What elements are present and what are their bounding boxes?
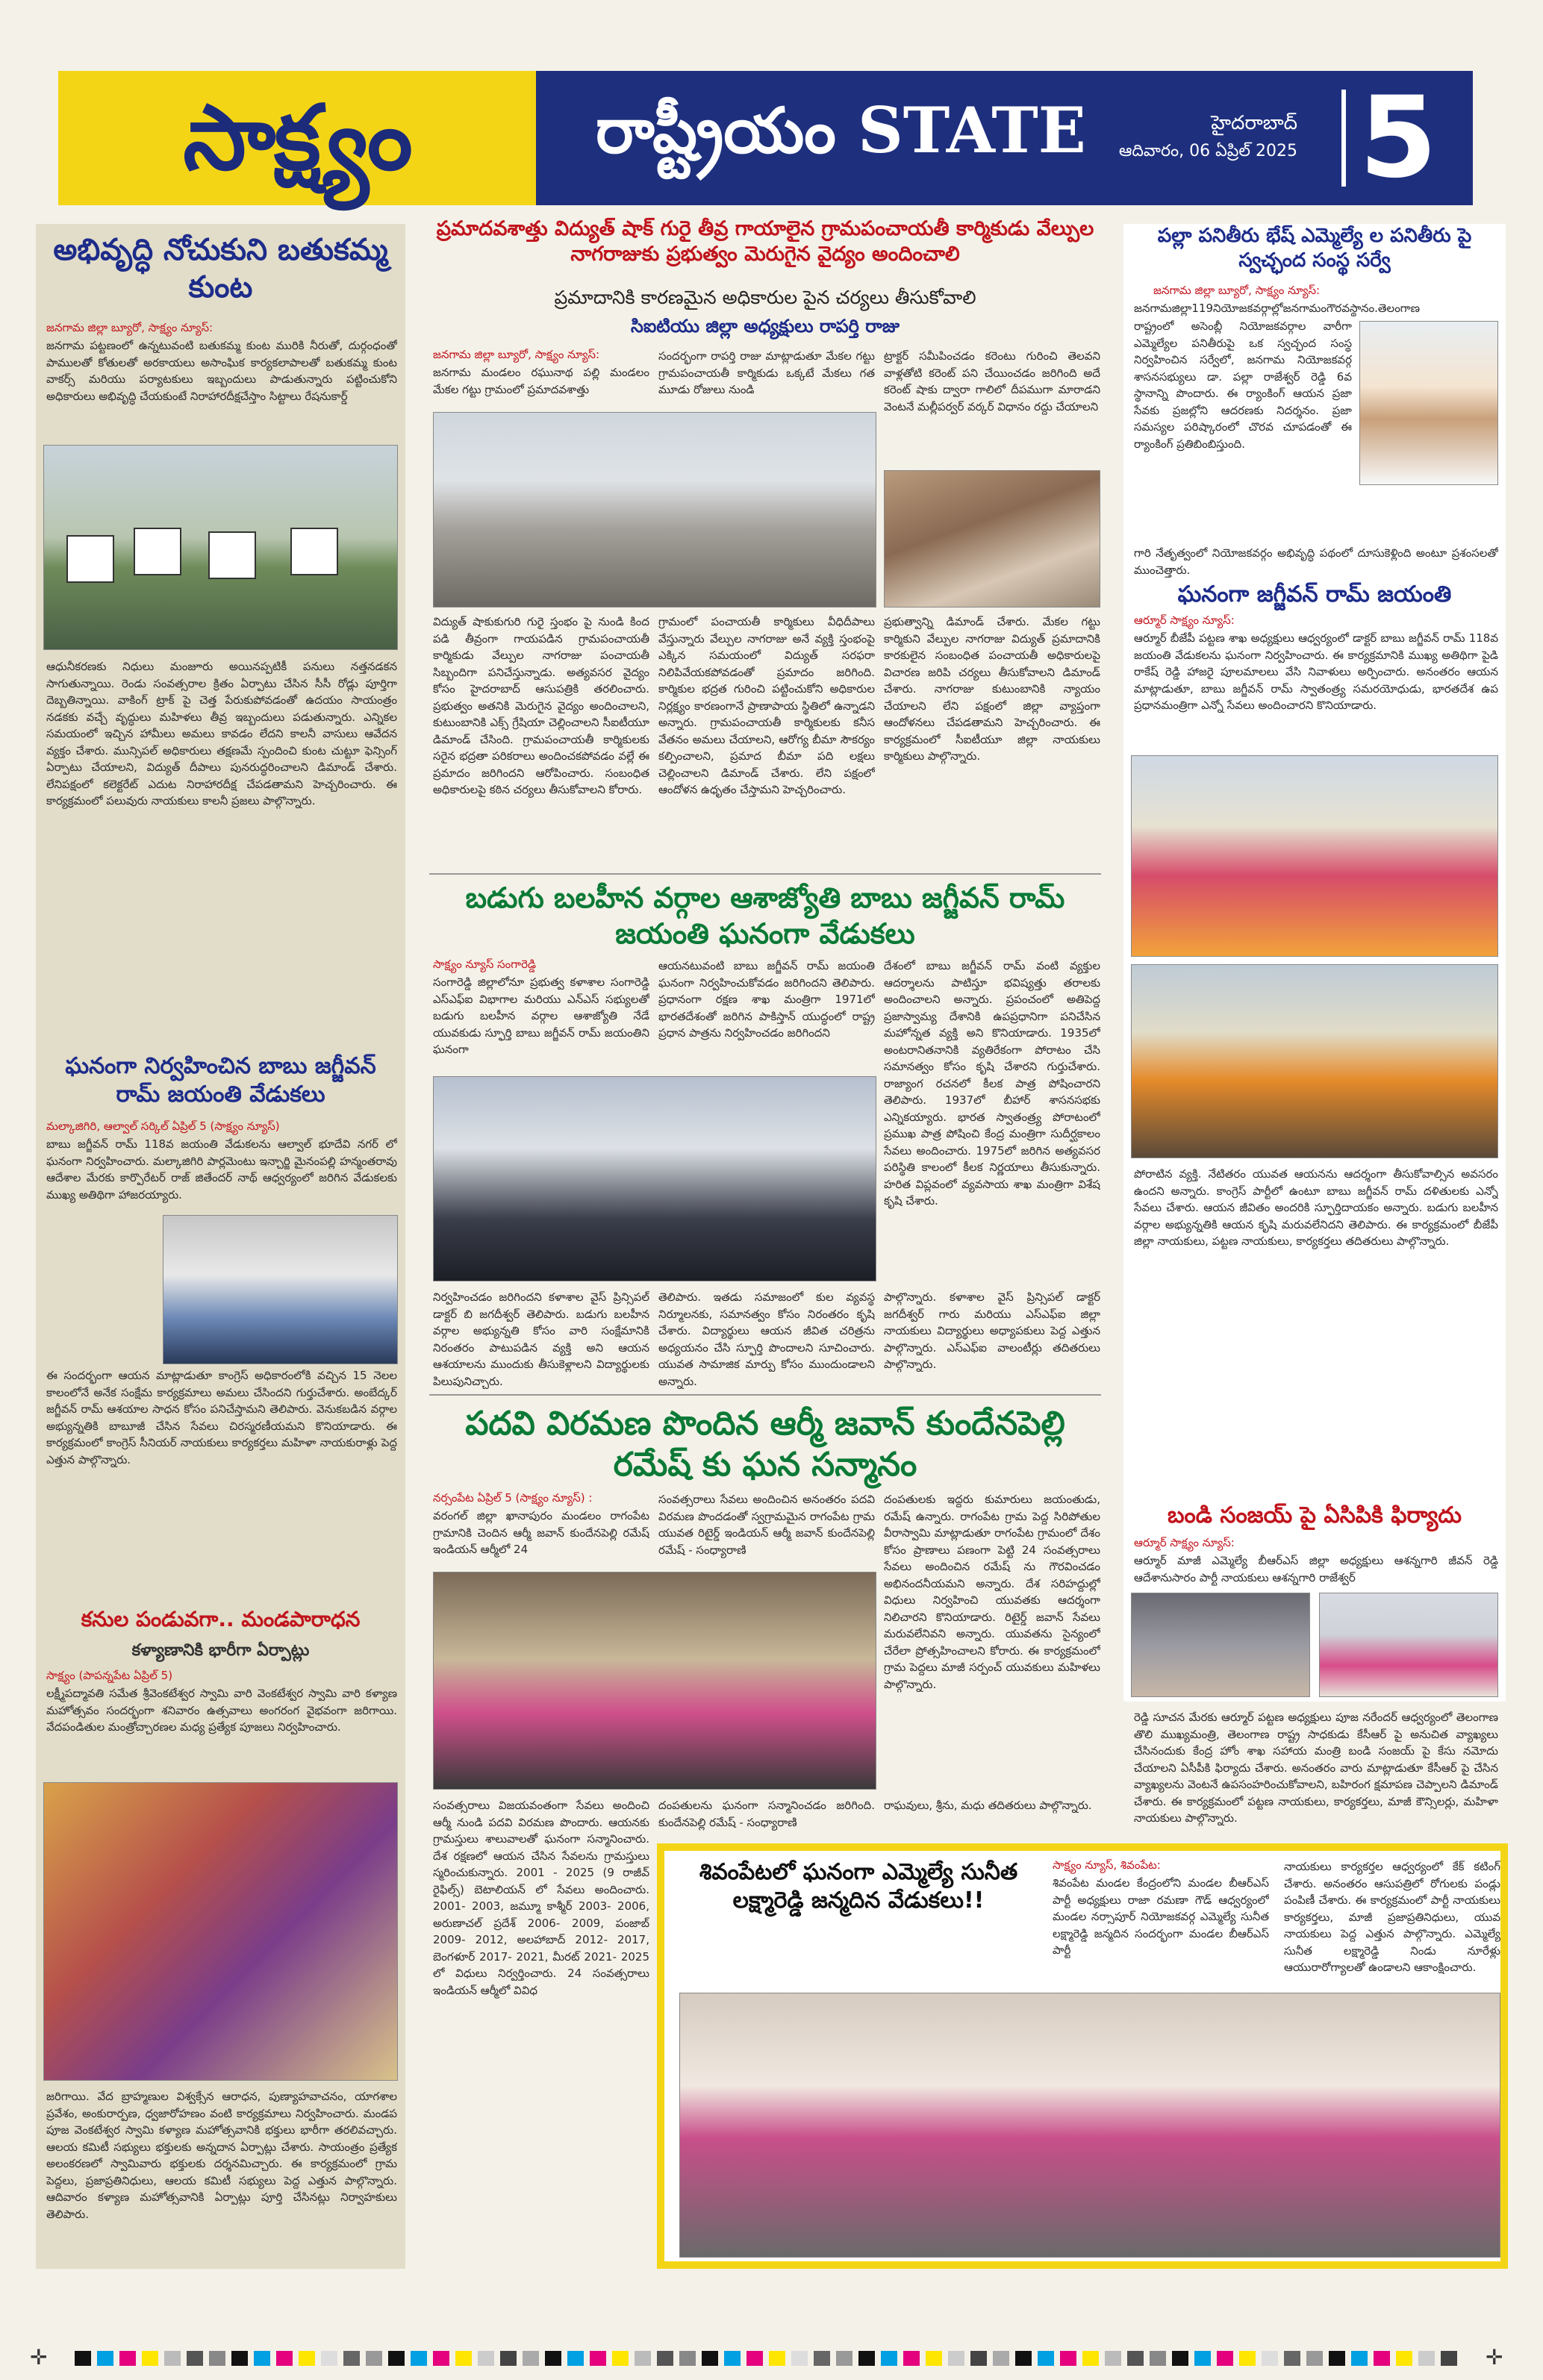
headline: బడుగు బలహీన వర్గాల ఆశాజ్యోతి బాబు జగ్జీవన్ రామ్ జయంతి ఘనంగా వేడుకలు xyxy=(465,881,1065,950)
felicitation-photo xyxy=(433,1572,876,1790)
right-column xyxy=(1123,224,1506,1702)
story-body-continued: పోరాటిన వ్యక్తి. నేటితరం యువత ఆయనను ఆదర్శంగా తీసుకోవాల్సిన అవసరం ఉందని అన్నారు. కాంగ్రెస్ పార్టీలో ఉంటూ బాబు జగ్జీవన్ రామ్ దళితులకు ఎన్నో సేవలు చేశారు. ఆయన జీవితం అందరికి స్ఫూర్తిదాయకం అన్నారు. బడుగు బలహీన వర్గాల అభ్యున్నతికి ఆయన కృషి మరువలేనిదని తెలిపారు. ఈ కార్యక్రమంలో బీజేపీ జిల్లా నాయకులు, పట్టణ నాయకులు, కార్యకర్తలు తదితరులు పాల్గొన్నారు. xyxy=(1134,1167,1498,1248)
registration-strip xyxy=(30,2345,1515,2370)
story-column: నిర్వహించడం జరిగిందని కళాశాల వైస్ ప్రిన్సిపల్ డాక్టర్ బి జగదీశ్వర్ తెలిపారు. బడుగు బలహీన వర్గాల అభ్యున్నతి కోసం వారి సంక్షేమానికి నిరంతరం పాటుపడిన వ్యక్తి అని ఆయన ఆశయాలను ముందుకు తీసుకెళ్లాలని విద్యార్థులకు పిలుపునిచ్చారు. xyxy=(433,1290,649,1388)
story-column: జనగామ మండలం రఘునాథ పల్లి మండలం మేకల గట్టు గ్రామంలో ప్రమాదవశాత్తు xyxy=(433,366,649,396)
story-body: జనగామజిల్లా119నియోజకవర్గాల్లోజనగామంగౌరవస్థానం.తెలంగాణ xyxy=(1134,302,1421,315)
edition-city: హైదరాబాద్ xyxy=(1211,112,1297,134)
story-column: గ్రామంలో పంచాయతీ కార్మికులు వీధిదీపాలు వేస్తున్నారు వేల్పుల నాగరాజు అనే వ్యక్తి స్తంభంపై ఎక్కిన సమయంలో విద్యుత్ సరఫరా నిలిపివేయకపోవడంతో ప్రమాదం జరిగింది. కార్మికుల భద్రత గురించి పట్టించుకోని అధికారుల నిర్లక్ష్యం కారణంగానే ప్రాణాపాయ స్థితిలో ఉన్నాడని అన్నారు. గ్రామపంచాయతీ కార్మికులకు కనీస వేతనం అమలు చేయాలని, ఆరోగ్య బీమా సౌకర్యం కల్పించాలని, ప్రమాద బీమా పది లక్షలు చెల్లించాలని డిమాండ్ చేశారు. లేని పక్షంలో ఆందోళన ఉధృతం చేస్తామని హెచ్చరించారు. xyxy=(658,615,875,796)
left-column xyxy=(36,224,405,2269)
story-body: ఆర్మూర్ మాజీ ఎమ్మెల్యే బీఆర్ఎస్ జిల్లా అధ్యక్షులు ఆశన్నగారి జీవన్ రెడ్డి ఆదేశానుసారం పార్టీ నాయకులు ఆశన్నగారి రాజేశ్వర్ xyxy=(1134,1554,1498,1584)
story-dateline: జనగామ జిల్లా బ్యూరో, సాక్ష్యం న్యూస్: xyxy=(1153,284,1321,297)
story-title: ఘనంగా నిర్వహించిన బాబు జగ్జీవన్ రామ్ జయంతి వేడుకలు xyxy=(65,1053,376,1108)
story-body: రాష్ట్రంలో అసెంబ్లీ నియోజకవర్గాల వారీగా ఎమ్మెల్యేల పనితీరుపై ఒక స్వచ్ఛంద సంస్థ నిర్వహించిన సర్వేలో, జనగామ నియోజకవర్గ శాసనసభ్యులు డా. పల్లా రాజేశ్వర్ రెడ్డి 6వ స్థానాన్ని పొందారు. ఈ ర్యాంకింగ్ ఆయన ప్రజా సేవకు ప్రజల్లోని ఆదరణకు నిదర్శనం. ప్రజా సమస్యల పరిష్కారంలో చొరవ చూపడంతో ఈ ర్యాంకింగ్ ప్రతిబింబిస్తుంది. xyxy=(1134,319,1352,451)
headline: పదవి విరమణ పొందిన ఆర్మీ జవాన్ కుందేనపెల్లి రమేష్ కు ఘన సన్మానం xyxy=(465,1405,1065,1484)
story-body: లక్ష్మీపద్మావతి సమేత శ్రీవెంకటేశ్వర స్వామి వారి వెంకటేశ్వర స్వామి వారి కళ్యాణ మహోత్సవం సందర్భంగా శనివారం ఉత్సవాలు అంగరంగ వైభవంగా జరిగాయి. వేదపండితుల మంత్రోచ్చారణల మధ్య ప్రత్యేక పూజలు నిర్వహించారు. xyxy=(46,1687,397,1734)
story-column: దంపతులకు ఇద్దరు కుమారులు జయంతుడు, రమేష్ ఉన్నారు. రాగంపేట గ్రామ పెద్ద సిరిపోతుల వీరాస్వామి మాట్లాడుతూ రాగంపేట గ్రామంలో దేశం కోసం ప్రాణాలు పణంగా పెట్టి 24 సంవత్సరాలు సేవలు అందించిన రమేష్ ను గౌరవించడం అభినందనీయమని అన్నారు. దేశ సరిహద్దుల్లో విధులు నిర్వహించి యువతకు ఆదర్శంగా నిలిచారని కొనియాడారు. రిటైర్డ్ జవాన్ సేవలు మరువలేనివని అన్నారు. యువతను సైన్యంలో చేరేలా ప్రోత్సహించాలని కోరారు. ఈ కార్యక్రమంలో గ్రామ పెద్దలు మాజీ సర్పంచ్ యువకులు మహిళలు పాల్గొన్నారు. xyxy=(884,1493,1100,1691)
section-banner xyxy=(536,71,1473,205)
headline: శివంపేటలో ఘనంగా ఎమ్మెల్యే సునీత లక్ష్మారెడ్డి జన్మదిన వేడుకలు!! xyxy=(699,1859,1018,1914)
story-body-continued: గారి నేతృత్వంలో నియోజకవర్గం అభివృద్ధి పథంలో దూసుకెళ్లింది అంటూ ప్రశంసలతో ముంచెత్తారు. xyxy=(1134,546,1498,577)
story-column: పాల్గొన్నారు. కళాశాల వైస్ ప్రిన్సిపల్ డాక్టర్ జగదీశ్వర్ గారు మరియు ఎస్ఎఫ్ఐ జిల్లా నాయకులు విద్యార్థులు అధ్యాపకులు పెద్ద ఎత్తున పాల్గొన్నారు. ఎస్ఎఫ్ఐ వాలంటీర్లు తదితరులు పాల్గొన్నారు. xyxy=(884,1290,1100,1371)
story-dateline: ఆర్మూర్ సాక్ష్యం న్యూస్: xyxy=(1134,613,1235,627)
masthead xyxy=(58,71,1473,205)
story-body-continued: ఆధునీకరణకు నిధులు మంజూరు అయినప్పటికీ పనులు నత్తనడకన సాగుతున్నాయి. రెండు సంవత్సరాల క్రితం ఏర్పాటు చేసిన సీసీ రోడ్లు పూర్తిగా దెబ్బతిన్నాయి. వాకింగ్ ట్రాక్ పై చెత్త పేరుకుపోవడంతో ఉదయం సాయంత్రం నడకకు వచ్చే వృద్ధులు మహిళలు తీవ్ర ఇబ్బందులు పడుతున్నారు. ఎన్నికల సమయంలో ఇచ్చిన హామీలు అమలు కావడం లేదని కాలనీ వాసులు ఆవేదన వ్యక్తం చేశారు. మున్సిపల్ అధికారులు తక్షణమే స్పందించి కుంట చుట్టూ ఫెన్సింగ్ ఏర్పాటు చేయాలని, విద్యుత్ దీపాలు పునరుద్ధరించాలని డిమాండ్ చేశారు. లేనిపక్షంలో కలెక్టరేట్ ఎదుట నిరాహారదీక్ష చేపడతామని హెచ్చరించారు. ఈ కార్యక్రమంలో పలువురు నాయకులు కాలనీ ప్రజలు పాల్గొన్నారు. xyxy=(46,660,397,808)
section-title: రాష్ట్రీయం STATE xyxy=(596,93,1086,167)
logo-box xyxy=(58,71,536,205)
story-dateline: ఆర్మూర్ సాక్ష్యం న్యూస్: xyxy=(1134,1536,1235,1549)
story-column: సంగారెడ్డి జిల్లాలోనూ ప్రభుత్వ కళాశాల సంగారెడ్డి ఎస్ఎఫ్ఐ విభాగాల మరియు ఎన్ఎస్ సభ్యులతో బడుగు బలహీన వర్గాల ఆశాజ్యోతి నేడే యువకుడు స్ఫూర్తి బాబు జగ్జీవన్ రామ్ జయంతిని ఘనంగా xyxy=(433,975,649,1056)
story-dateline: జనగామ జిల్లా బ్యూరో, సాక్ష్యం న్యూస్: xyxy=(433,348,600,361)
story-dateline: సాక్ష్యం న్యూస్, శివంపేట: xyxy=(1053,1858,1161,1872)
group-photo xyxy=(433,412,876,608)
story-subtitle: కళ్యాణానికి భారీగా ఏర్పాట్లు xyxy=(131,1641,310,1660)
birthday-box xyxy=(657,1843,1508,2269)
story-body-continued: జరిగాయి. వేద బ్రాహ్మణుల విశ్వక్సేన ఆరాధన, పుణ్యాహవాచనం, యాగశాల ప్రవేశం, అంకురార్పణ, ధ్వజారోహణం వంటి కార్యక్రమాలు నిర్వహించారు. మండప పూజ వెంకటేశ్వర స్వామి కళ్యాణ మహోత్సవానికి భక్తులు భారీగా తరలివచ్చారు. ఆలయ కమిటీ సభ్యులు భక్తులకు అన్నదాన ఏర్పాట్లు చేశారు. సాయంత్రం ప్రత్యేక అలంకరణలో స్వామివారు భక్తులకు దర్శనమిచ్చారు. ఈ కార్యక్రమంలో గ్రామ పెద్దలు, ప్రజాప్రతినిధులు, ఆలయ కమిటీ సభ్యులు పెద్ద ఎత్తున పాల్గొన్నారు. ఆదివారం కళ్యాణ మహోత్సవానికి ఏర్పాట్లు పూర్తి చేసినట్లు నిర్వాహకులు తెలిపారు. xyxy=(46,2090,397,2221)
story-column: దేశంలో బాబు జగ్జీవన్ రామ్ వంటి వ్యక్తుల ఆదర్శాలను పాటిస్తూ భవిష్యత్తు తరాలకు అందించాలని అన్నారు. ప్రపంచంలో అతిపెద్ద ప్రజాస్వామ్య దేశానికి ఉపప్రధానిగా పనిచేసిన మహోన్నత వ్యక్తి అని కొనియాడారు. 1935లో అంటరానితనానికి వ్యతిరేకంగా పోరాటం చేసి సమానత్వం కోసం కృషి చేశారని గుర్తుచేశారు. రాజ్యాంగ రచనలో కీలక పాత్ర పోషించారని తెలిపారు. 1937లో బీహార్ శాసనసభకు ఎన్నికయ్యారు. భారత స్వాతంత్ర్య పోరాటంలో ప్రముఖ పాత్ర పోషించి కేంద్ర మంత్రిగా సుదీర్ఘకాలం సేవలు అందించారు. 1975లో జరిగిన అత్యవసర పరిస్థితి కాలంలో కీలక నిర్ణయాలు తీసుకున్నారు. హరిత విప్లవంలో వ్యవసాయ శాఖ మంత్రిగా విశేష కృషి చేశారు. xyxy=(884,959,1100,1208)
injured-worker-photo xyxy=(884,470,1100,608)
story-body: ఆర్మూర్ బీజేపీ పట్టణ శాఖ అధ్యక్షులు ఆధ్వర్యంలో డాక్టర్ బాబు జగ్జీవన్ రామ్ 118వ జయంతి వేడుకలను ఘనంగా నిర్వహించారు. ఈ కార్యక్రమానికి ముఖ్య అతిథిగా పైడి రాకేష్ రెడ్డి హాజరై పూలమాలలు వేసి నివాళులు అర్పించారు. అనంతరం ఆయన మాట్లాడుతూ, బాబు జగ్జీవన్ రామ్ స్వాతంత్ర్య సమరయోధుడు, భారతదేశ ఉప ప్రధానమంత్రిగా ఎన్నో సేవలు అందించారని కొనియాడారు. xyxy=(1134,631,1498,712)
section-rule xyxy=(429,1394,1101,1396)
page-number: 5 xyxy=(1359,73,1438,203)
protest-photo xyxy=(43,445,398,650)
complaint-photo-1 xyxy=(1131,1593,1310,1697)
story-body: బాబు జగ్జీవన్ రామ్ 118వ జయంతి వేడుకలను ఆల్వాల్ భూదేవి నగర్ లో ఘనంగా నిర్వహించారు. మల్కాజిగిరి పార్లమెంటు ఇన్చార్జి మైనంపల్లి హన్మంతరావు ఆదేశాల మేరకు కార్పొరేటర్ రాజ్ జితేందర్ నాథ్ ఆధ్వర్యంలో జరిగిన వేడుకలకు ముఖ్య అతిథిగా హాజరయ్యారు. xyxy=(46,1137,397,1202)
story-body: జనగామ పట్టణంలో ఉన్నటువంటి బతుకమ్మ కుంట మురికి నీరుతో, దుర్గంధంతో పాములతో కోతులతో అరకాయలు అసాంఘిక కార్యకలాపాలతో బతుకమ్మ కుంట వాకర్స్ మరియు పర్యాటకులు ఇబ్బందులు పాడుతున్నారు పట్టించుకోని అధికారులు అభివృద్ధి చేయకుంటే నిరాహారదీక్షచేస్తాం సిట్టాలు రేషనుకార్డ్ xyxy=(46,339,397,403)
story-column: ప్రభుత్వాన్ని డిమాండ్ చేశారు. మేకల గట్టు కార్మికుని వేల్పుల నాగరాజు విద్యుత్ ప్రమాదానికి కారకులైన సంబంధిత పంచాయతీ అధికారులపై విచారణ జరిపి చర్యలు తీసుకోవాలని డిమాండ్ చేశారు. నాగరాజు కుటుంబానికి న్యాయం చేయాలని లేని పక్షంలో జిల్లా వ్యాప్తంగా ఆందోళనలు చేపడతామని హెచ్చరించారు. ఈ కార్యక్రమంలో సీఐటీయూ జిల్లా నాయకులు కార్మికులు పాల్గొన్నారు. xyxy=(884,615,1100,763)
story-column: శివంపేట మండల కేంద్రంలోని మండల బీఆర్ఎస్ పార్టీ అధ్యక్షులు రాజా రమణా గౌడ్ ఆధ్వర్యంలో మండల నర్సాపూర్ నియోజకవర్గ ఎమ్మెల్యే సునీత లక్ష్మారెడ్డి జన్మదిన సందర్భంగా మండల బీఆర్ఎస్ పార్టీ xyxy=(1053,1876,1269,1957)
story-title: అభివృద్ధి నోచుకుని బతుకమ్మ కుంట xyxy=(53,233,388,304)
story-body-side xyxy=(46,1215,158,1364)
edition-date: ఆదివారం, 06 ఏప్రిల్ 2025 xyxy=(1118,142,1297,160)
story-column: దంపతులను ఘనంగా సన్మానించడం జరిగింది. కుందేనపెల్లి రమేష్ - సంధ్యారాణి xyxy=(658,1799,875,1829)
story-column: సందర్భంగా రాపర్తి రాజు మాట్లాడుతూ మేకల గట్టు గ్రామపంచాయతీ కార్మికుడు ఒక్కటే మేకలు గత మూడు రోజులు నుండి xyxy=(658,349,875,396)
story-title: పల్లా పనితీరు భేష్ ఎమ్మెల్యే ల పనితీరు పై స్వచ్ఛంద సంస్థ సర్వే xyxy=(1157,225,1472,272)
story-dateline: జనగామ జిల్లా బ్యూరో, సాక్ష్యం న్యూస్: xyxy=(46,321,213,334)
story-column: నాయకులు కార్యకర్తల ఆధ్వర్యంలో కేక్ కటింగ్ చేశారు. అనంతరం ఆసుపత్రిలో రోగులకు పండ్లు పంపిణీ చేశారు. ఈ కార్యక్రమంలో పార్టీ నాయకులు కార్యకర్తలు, మాజీ ప్రజాప్రతినిధులు, యువ నాయకులు పెద్ద ఎత్తున పాల్గొన్నారు. ఎమ్మెల్యే సునీత లక్ష్మారెడ్డి నిండు నూరేళ్లు ఆయురారోగ్యాలతో ఉండాలని ఆకాంక్షించారు. xyxy=(1284,1860,1500,1974)
cake-cutting-photo xyxy=(679,1993,1500,2258)
complaint-photo-2 xyxy=(1319,1593,1498,1697)
jayanti-photo-2 xyxy=(1131,964,1498,1158)
students-photo xyxy=(433,1076,876,1281)
story-column: సంవత్సరాలు సేవలు అందించిన అనంతరం పదవి విరమణ పొందడంతో స్వగ్రామమైన రాగంపేట గ్రామ యువత రిటైర్డ్ ఇండియన్ ఆర్మీ జవాన్ కుందేనపెల్లి రమేష్ - సంధ్యారాణి xyxy=(658,1493,875,1557)
story-title: కనుల పండువగా.. మండపారాధన xyxy=(81,1607,361,1631)
story-column: తెలిపారు. ఇతడు సమాజంలో కుల వ్యవస్థ నిర్మూలనకు, సమానత్వం కోసం నిరంతరం కృషి చేశారు. విద్యార్థులు ఆయన జీవిత చరిత్రను అధ్యయనం చేసి స్ఫూర్తి పొందాలని సూచించారు. యువత సామాజిక మార్పు కోసం ముందుండాలని అన్నారు. xyxy=(658,1290,875,1388)
story-dateline: సాక్ష్యం (పాపన్నపేట ఏప్రిల్ 5) xyxy=(46,1669,173,1682)
sub-headline: సిఐటియు జిల్లా అధ్యక్షులు రాపర్తి రాజు xyxy=(631,316,900,337)
registration-mark-icon: ✛ xyxy=(1486,2345,1503,2370)
story-title: బండి సంజయ్ పై ఏసిపికి ఫిర్యాదు xyxy=(1168,1502,1462,1528)
story-dateline: మల్కాజిగిరి, ఆల్వాల్ సర్కిల్ ఏప్రిల్ 5 (సాక్ష్యం న్యూస్) xyxy=(46,1119,280,1133)
registration-mark-icon: ✛ xyxy=(30,2345,48,2370)
mla-portrait xyxy=(1359,321,1498,485)
newspaper-logo: సాక్ష్యం xyxy=(183,85,411,190)
story-body-continued: ఈ సందర్భంగా ఆయన మాట్లాడుతూ కాంగ్రెస్ అధికారంలోకి వచ్చిన 15 నెలల కాలంలోనే అనేక సంక్షేమ కార్యక్రమాలు అమలు చేసిందని గుర్తుచేశారు. అంబేద్కర్ జగ్జీవన్ రామ్ ఆశయాల సాధన కోసం పనిచేస్తామని తెలిపారు. వెనుకబడిన వర్గాల అభ్యున్నతికి బాబూజీ చేసిన సేవలు చిరస్మరణీయమని కొనియాడారు. ఈ కార్యక్రమంలో కాంగ్రెస్ సీనియర్ నాయకులు కార్యకర్తలు మహిళా నాయకురాళ్లు పెద్ద ఎత్తున పాల్గొన్నారు. xyxy=(46,1369,397,1467)
story-body-continued: రెడ్డి సూచన మేరకు ఆర్మూర్ పట్టణ అధ్యక్షులు పూజ నరేందర్ ఆధ్వర్యంలో తెలంగాణ తొలి ముఖ్యమంత్రి, తెలంగాణ రాష్ట్ర సాధకుడు కేసీఆర్ పై అనుచిత వ్యాఖ్యలు చేసినందుకు కేంద్ర హోం శాఖ సహాయ మంత్రి బండి సంజయ్ పై కేసు నమోదు చేయాలని ఏసీపీకి ఫిర్యాదు చేశారు. అనంతరం వారు మాట్లాడుతూ కేసీఆర్ పై చేసిన వ్యాఖ్యలను వెంటనే ఉపసంహరించుకోవాలని, బహిరంగ క్షమాపణ చెప్పాలని డిమాండ్ చేశారు. ఈ కార్యక్రమంలో పట్టణ నాయకులు, కార్యకర్తలు, మాజీ కౌన్సిలర్లు, మహిళా నాయకులు పాల్గొన్నారు. xyxy=(1134,1711,1498,1825)
story-dateline: నర్సంపేట ఏప్రిల్ 5 (సాక్ష్యం న్యూస్) : xyxy=(433,1491,593,1505)
story-column: విద్యుత్ షాకుకుగురి గురై స్తంభం పై నుండి కింద పడి తీవ్రంగా గాయపడిన గ్రామపంచాయతీ కార్మికుడు వేల్పుల నాగరాజు పంచాయతీ సిబ్బందిగా పనిచేస్తున్నాడు. అత్యవసర వైద్యం కోసం హైదరాబాద్ ఆసుపత్రికి తరలించారు. ప్రభుత్వం అతనికి మెరుగైన వైద్యం అందించాలని, కుటుంబానికి ఎక్స్ గ్రేషియా చెల్లించాలని సీఐటీయూ డిమాండ్ చేసింది. గ్రామపంచాయతీ కార్మికులకు సరైన భద్రతా పరికరాలు అందించకపోవడం వల్లే ఈ ప్రమాదం జరిగిందని ఆరోపించారు. సంబంధిత అధికారులపై కఠిన చర్యలు తీసుకోవాలని కోరారు. xyxy=(433,615,649,796)
story-title: ఘనంగా జగ్జీవన్ రామ్ జయంతి xyxy=(1177,581,1452,608)
story-column: రాఘవులు, శ్రీను, మధు తదితరులు పాల్గొన్నారు. xyxy=(884,1799,1092,1812)
section-rule xyxy=(429,873,1101,875)
event-photo xyxy=(163,1215,398,1364)
story-column: సంవత్సరాలు విజయవంతంగా సేవలు అందించి ఆర్మీ నుండి పదవి విరమణ పొందారు. ఆయనకు గ్రామస్తులు శాలువాలతో ఘనంగా సన్మానించారు. దేశ రక్షణలో ఆయన చేసిన సేవలను గ్రామస్తులు స్మరించుకున్నారు. 2001 - 2025 (9 రాజీవ్ రైఫిల్స్) బెటాలియన్ లో సేవలు అందించారు. 2001- 2003, జమ్మూ కాశ్మీర్ 2003- 2006, అరుణాచల్ ప్రదేశ్ 2006- 2009, పంజాబ్ 2009- 2012, అలహాబాద్ 2012- 2017, బెంగళూర్ 2017- 2021, మీరట్ 2021- 2025 లో విధులు నిర్వర్తించారు. 24 సంవత్సరాలు ఇండియన్ ఆర్మీలో వివిధ xyxy=(433,1799,649,1997)
story-column: వరంగల్ జిల్లా ఖానాపురం మండలం రాగంపేట గ్రామానికి చెందిన ఆర్మీ జవాన్ కుందేనపెల్లి రమేష్ ఇండియన్ ఆర్మీలో 24 xyxy=(433,1509,649,1556)
page-divider xyxy=(1341,90,1346,187)
jayanti-photo-1 xyxy=(1131,755,1498,957)
story-column: ట్రాక్టర్ సమీపించడం కరెంటు గురించి తెలవని వాళ్లతోటి కరెంట్ పని చేయించడం జరిగింది అదే కరెంట్ షాకు ద్వారా గాలిలో దీపముగా మారాడని వెంటనే మల్లీపర్వర్ వర్కర్ విధానం రద్దు చేయాలని xyxy=(884,349,1100,413)
headline: ప్రమాదవశాత్తు విద్యుత్ షాక్ గురై తీవ్ర గాయాలైన గ్రామపంచాయతీ కార్మికుడు వేల్పుల నాగరాజుకు ప్రభుత్వం మెరుగైన వైద్యం అందించాలి xyxy=(436,217,1094,266)
story-column: ఆయనటువంటి బాబు జగ్జీవన్ రామ్ జయంతి ఘనంగా నిర్వహించుకోవడం జరిగిందని తెలిపారు. ప్రధానంగా రక్షణ శాఖ మంత్రిగా 1971లో భారతదేశంతో జరిగిన పాకిస్తాన్ యుద్ధంలో రాష్ట్ర ప్రధాన పాత్రను నిర్వహించడం జరిగిందని xyxy=(658,959,875,1040)
temple-photo xyxy=(43,1782,398,2081)
story-dateline: సాక్ష్యం న్యూస్ సంగారెడ్డి xyxy=(433,958,537,971)
sub-headline: ప్రమాదానికి కారణమైన అధికారుల పైన చర్యలు తీసుకోవాలి xyxy=(554,287,976,308)
